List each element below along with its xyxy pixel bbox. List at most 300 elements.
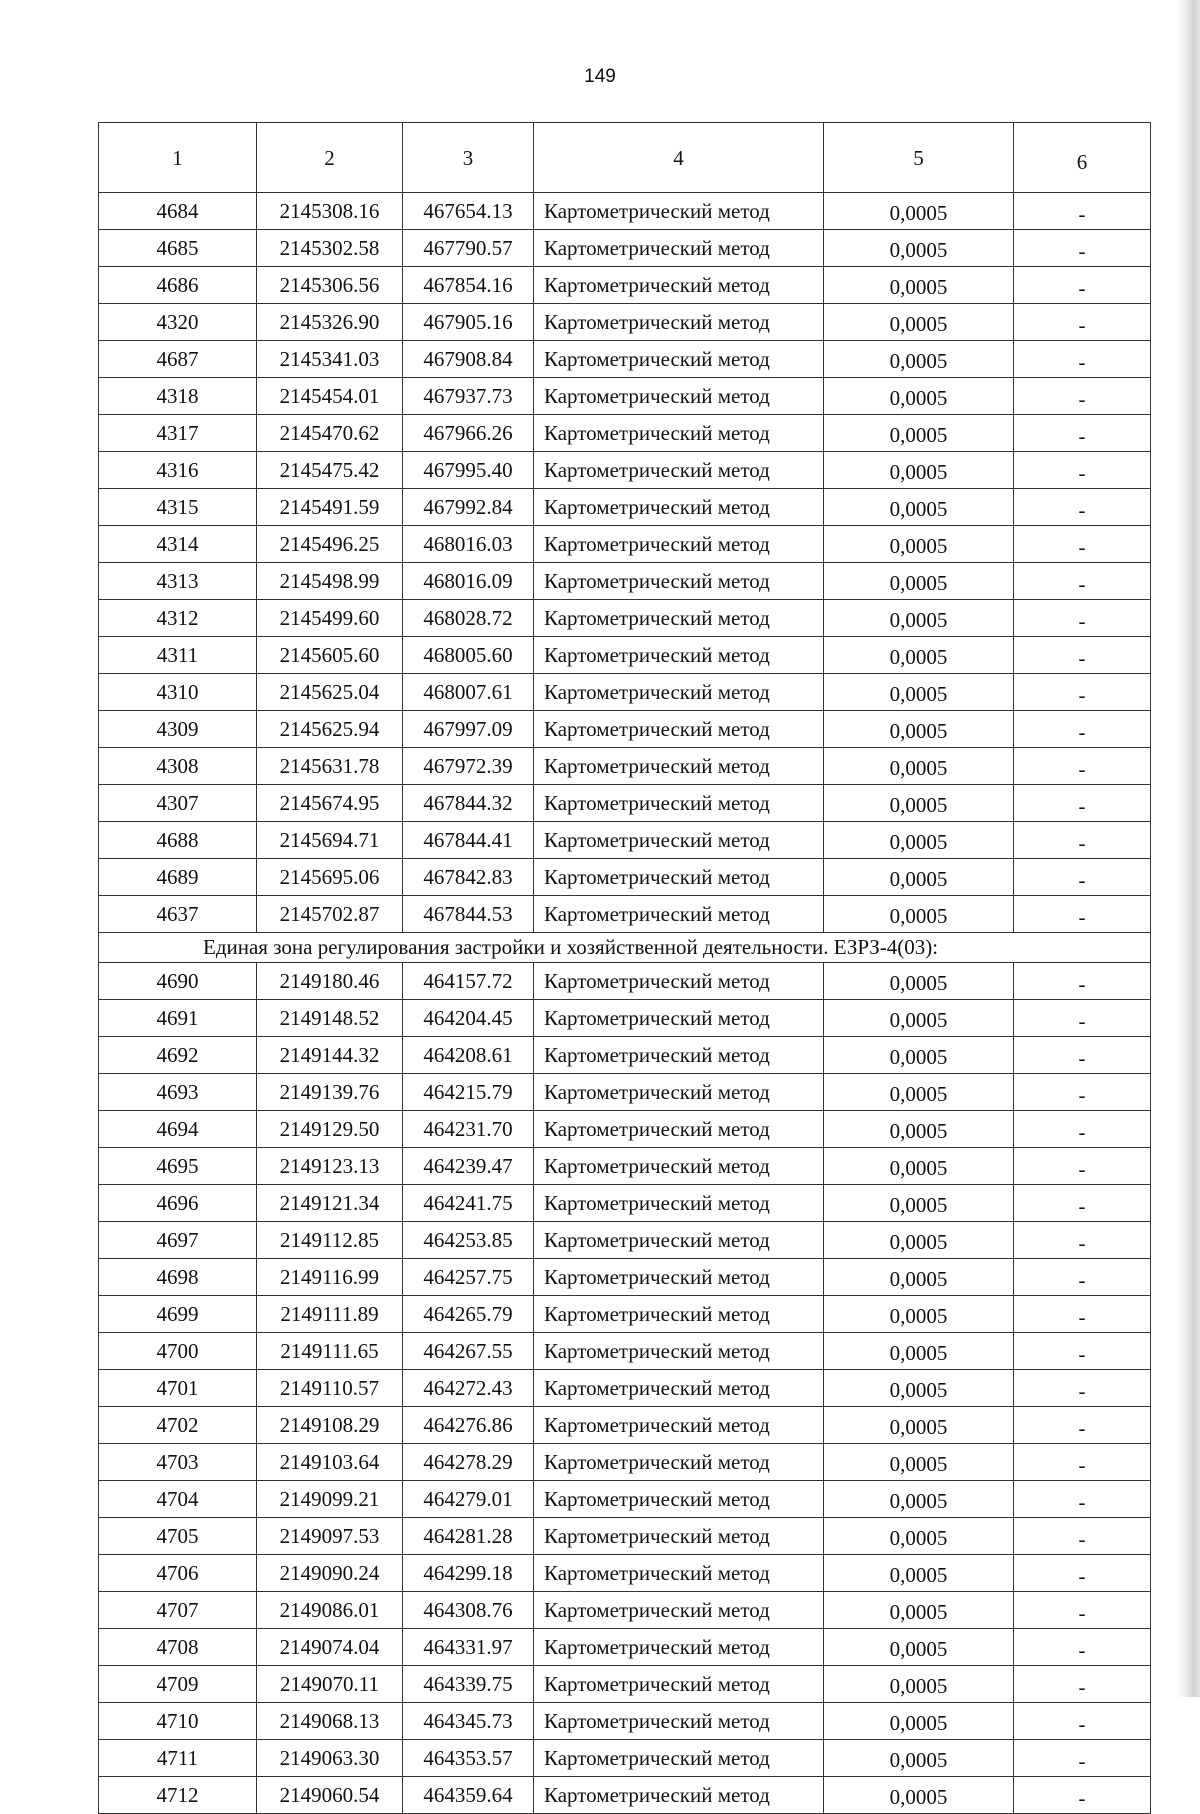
point-number-cell: 4689 bbox=[99, 859, 257, 896]
y-coordinate-cell: 464253.85 bbox=[403, 1222, 534, 1259]
y-coordinate-cell: 468007.61 bbox=[403, 674, 534, 711]
x-coordinate-cell: 2145491.59 bbox=[257, 489, 403, 526]
method-cell: Картометрический метод bbox=[534, 1333, 824, 1370]
note-cell: - bbox=[1014, 637, 1151, 674]
table-row bbox=[99, 1370, 1151, 1407]
accuracy-cell: 0,0005 bbox=[824, 1370, 1014, 1407]
table-header bbox=[99, 123, 1151, 193]
note-cell: - bbox=[1014, 415, 1151, 452]
method-cell: Картометрический метод bbox=[534, 1444, 824, 1481]
method-cell: Картометрический метод bbox=[534, 341, 824, 378]
note-cell: - bbox=[1014, 748, 1151, 785]
x-coordinate-cell: 2149068.13 bbox=[257, 1703, 403, 1740]
note-cell: - bbox=[1014, 1592, 1151, 1629]
y-coordinate-cell: 464239.47 bbox=[403, 1148, 534, 1185]
x-coordinate-cell: 2145625.04 bbox=[257, 674, 403, 711]
note-cell: - bbox=[1014, 963, 1151, 1000]
accuracy-cell: 0,0005 bbox=[824, 193, 1014, 230]
x-coordinate-cell: 2145302.58 bbox=[257, 230, 403, 267]
header-col-5: 5 bbox=[824, 123, 1014, 193]
table-row bbox=[99, 674, 1151, 711]
accuracy-cell: 0,0005 bbox=[824, 1592, 1014, 1629]
accuracy-cell: 0,0005 bbox=[824, 489, 1014, 526]
note-cell: - bbox=[1014, 267, 1151, 304]
note-cell: - bbox=[1014, 489, 1151, 526]
method-cell: Картометрический метод bbox=[534, 859, 824, 896]
y-coordinate-cell: 464208.61 bbox=[403, 1037, 534, 1074]
method-cell: Картометрический метод bbox=[534, 896, 824, 933]
x-coordinate-cell: 2145694.71 bbox=[257, 822, 403, 859]
note-cell: - bbox=[1014, 1000, 1151, 1037]
table-row bbox=[99, 637, 1151, 674]
accuracy-cell: 0,0005 bbox=[824, 674, 1014, 711]
y-coordinate-cell: 467654.13 bbox=[403, 193, 534, 230]
accuracy-cell: 0,0005 bbox=[824, 1481, 1014, 1518]
point-number-cell: 4712 bbox=[99, 1777, 257, 1814]
point-number-cell: 4707 bbox=[99, 1592, 257, 1629]
x-coordinate-cell: 2145498.99 bbox=[257, 563, 403, 600]
table-row bbox=[99, 1074, 1151, 1111]
scan-edge-shadow bbox=[1178, 0, 1200, 1697]
note-cell: - bbox=[1014, 1777, 1151, 1814]
header-col-3: 3 bbox=[403, 123, 534, 193]
method-cell: Картометрический метод bbox=[534, 304, 824, 341]
point-number-cell: 4710 bbox=[99, 1703, 257, 1740]
header-col-1: 1 bbox=[99, 123, 257, 193]
note-cell: - bbox=[1014, 1555, 1151, 1592]
y-coordinate-cell: 468028.72 bbox=[403, 600, 534, 637]
note-cell: - bbox=[1014, 1407, 1151, 1444]
accuracy-cell: 0,0005 bbox=[824, 341, 1014, 378]
accuracy-cell: 0,0005 bbox=[824, 1703, 1014, 1740]
point-number-cell: 4309 bbox=[99, 711, 257, 748]
point-number-cell: 4687 bbox=[99, 341, 257, 378]
x-coordinate-cell: 2145308.16 bbox=[257, 193, 403, 230]
y-coordinate-cell: 464257.75 bbox=[403, 1259, 534, 1296]
point-number-cell: 4708 bbox=[99, 1629, 257, 1666]
method-cell: Картометрический метод bbox=[534, 822, 824, 859]
method-cell: Картометрический метод bbox=[534, 674, 824, 711]
method-cell: Картометрический метод bbox=[534, 1185, 824, 1222]
section-heading-row bbox=[99, 933, 1151, 963]
method-cell: Картометрический метод bbox=[534, 748, 824, 785]
y-coordinate-cell: 464308.76 bbox=[403, 1592, 534, 1629]
table-row bbox=[99, 1444, 1151, 1481]
note-cell: - bbox=[1014, 341, 1151, 378]
point-number-cell: 4307 bbox=[99, 785, 257, 822]
point-number-cell: 4705 bbox=[99, 1518, 257, 1555]
point-number-cell: 4317 bbox=[99, 415, 257, 452]
point-number-cell: 4704 bbox=[99, 1481, 257, 1518]
accuracy-cell: 0,0005 bbox=[824, 1740, 1014, 1777]
x-coordinate-cell: 2149074.04 bbox=[257, 1629, 403, 1666]
accuracy-cell: 0,0005 bbox=[824, 378, 1014, 415]
point-number-cell: 4698 bbox=[99, 1259, 257, 1296]
method-cell: Картометрический метод bbox=[534, 1518, 824, 1555]
accuracy-cell: 0,0005 bbox=[824, 1222, 1014, 1259]
method-cell: Картометрический метод bbox=[534, 193, 824, 230]
point-number-cell: 4690 bbox=[99, 963, 257, 1000]
method-cell: Картометрический метод bbox=[534, 963, 824, 1000]
point-number-cell: 4313 bbox=[99, 563, 257, 600]
header-col-2: 2 bbox=[257, 123, 403, 193]
table-row bbox=[99, 452, 1151, 489]
table-row bbox=[99, 415, 1151, 452]
y-coordinate-cell: 464281.28 bbox=[403, 1518, 534, 1555]
point-number-cell: 4697 bbox=[99, 1222, 257, 1259]
point-number-cell: 4314 bbox=[99, 526, 257, 563]
note-cell: - bbox=[1014, 1703, 1151, 1740]
y-coordinate-cell: 468016.03 bbox=[403, 526, 534, 563]
note-cell: - bbox=[1014, 1481, 1151, 1518]
table-row bbox=[99, 563, 1151, 600]
table-row bbox=[99, 1407, 1151, 1444]
table-row bbox=[99, 526, 1151, 563]
method-cell: Картометрический метод bbox=[534, 1703, 824, 1740]
accuracy-cell: 0,0005 bbox=[824, 748, 1014, 785]
table-row bbox=[99, 1037, 1151, 1074]
accuracy-cell: 0,0005 bbox=[824, 896, 1014, 933]
note-cell: - bbox=[1014, 1148, 1151, 1185]
accuracy-cell: 0,0005 bbox=[824, 1296, 1014, 1333]
point-number-cell: 4694 bbox=[99, 1111, 257, 1148]
y-coordinate-cell: 467992.84 bbox=[403, 489, 534, 526]
x-coordinate-cell: 2149108.29 bbox=[257, 1407, 403, 1444]
x-coordinate-cell: 2145702.87 bbox=[257, 896, 403, 933]
y-coordinate-cell: 464231.70 bbox=[403, 1111, 534, 1148]
x-coordinate-cell: 2149123.13 bbox=[257, 1148, 403, 1185]
method-cell: Картометрический метод bbox=[534, 1074, 824, 1111]
method-cell: Картометрический метод bbox=[534, 1666, 824, 1703]
table-row bbox=[99, 785, 1151, 822]
accuracy-cell: 0,0005 bbox=[824, 1333, 1014, 1370]
table-row bbox=[99, 1555, 1151, 1592]
table-row bbox=[99, 1333, 1151, 1370]
y-coordinate-cell: 467842.83 bbox=[403, 859, 534, 896]
x-coordinate-cell: 2145470.62 bbox=[257, 415, 403, 452]
note-cell: - bbox=[1014, 785, 1151, 822]
point-number-cell: 4695 bbox=[99, 1148, 257, 1185]
method-cell: Картометрический метод bbox=[534, 267, 824, 304]
accuracy-cell: 0,0005 bbox=[824, 1407, 1014, 1444]
note-cell: - bbox=[1014, 1444, 1151, 1481]
y-coordinate-cell: 467844.32 bbox=[403, 785, 534, 822]
note-cell: - bbox=[1014, 1185, 1151, 1222]
note-cell: - bbox=[1014, 896, 1151, 933]
table-body bbox=[99, 193, 1151, 1814]
y-coordinate-cell: 464359.64 bbox=[403, 1777, 534, 1814]
method-cell: Картометрический метод bbox=[534, 230, 824, 267]
accuracy-cell: 0,0005 bbox=[824, 1629, 1014, 1666]
table-row bbox=[99, 1000, 1151, 1037]
y-coordinate-cell: 464345.73 bbox=[403, 1703, 534, 1740]
accuracy-cell: 0,0005 bbox=[824, 1777, 1014, 1814]
accuracy-cell: 0,0005 bbox=[824, 1518, 1014, 1555]
point-number-cell: 4312 bbox=[99, 600, 257, 637]
note-cell: - bbox=[1014, 822, 1151, 859]
page-number: 149 bbox=[584, 66, 616, 87]
note-cell: - bbox=[1014, 1518, 1151, 1555]
point-number-cell: 4693 bbox=[99, 1074, 257, 1111]
point-number-cell: 4684 bbox=[99, 193, 257, 230]
point-number-cell: 4688 bbox=[99, 822, 257, 859]
x-coordinate-cell: 2145605.60 bbox=[257, 637, 403, 674]
note-cell: - bbox=[1014, 563, 1151, 600]
note-cell: - bbox=[1014, 1296, 1151, 1333]
point-number-cell: 4316 bbox=[99, 452, 257, 489]
x-coordinate-cell: 2145326.90 bbox=[257, 304, 403, 341]
method-cell: Картометрический метод bbox=[534, 1555, 824, 1592]
x-coordinate-cell: 2145306.56 bbox=[257, 267, 403, 304]
note-cell: - bbox=[1014, 1074, 1151, 1111]
method-cell: Картометрический метод bbox=[534, 526, 824, 563]
accuracy-cell: 0,0005 bbox=[824, 1185, 1014, 1222]
table-row bbox=[99, 1259, 1151, 1296]
accuracy-cell: 0,0005 bbox=[824, 563, 1014, 600]
method-cell: Картометрический метод bbox=[534, 1111, 824, 1148]
method-cell: Картометрический метод bbox=[534, 1740, 824, 1777]
method-cell: Картометрический метод bbox=[534, 637, 824, 674]
accuracy-cell: 0,0005 bbox=[824, 1259, 1014, 1296]
accuracy-cell: 0,0005 bbox=[824, 1444, 1014, 1481]
method-cell: Картометрический метод bbox=[534, 1296, 824, 1333]
x-coordinate-cell: 2149111.65 bbox=[257, 1333, 403, 1370]
y-coordinate-cell: 467972.39 bbox=[403, 748, 534, 785]
table-row bbox=[99, 489, 1151, 526]
x-coordinate-cell: 2149111.89 bbox=[257, 1296, 403, 1333]
method-cell: Картометрический метод bbox=[534, 1037, 824, 1074]
note-cell: - bbox=[1014, 1666, 1151, 1703]
y-coordinate-cell: 467844.53 bbox=[403, 896, 534, 933]
table-row bbox=[99, 1518, 1151, 1555]
point-number-cell: 4706 bbox=[99, 1555, 257, 1592]
table-row bbox=[99, 600, 1151, 637]
accuracy-cell: 0,0005 bbox=[824, 822, 1014, 859]
x-coordinate-cell: 2145674.95 bbox=[257, 785, 403, 822]
note-cell: - bbox=[1014, 1333, 1151, 1370]
note-cell: - bbox=[1014, 193, 1151, 230]
method-cell: Картометрический метод bbox=[534, 452, 824, 489]
table-row bbox=[99, 1148, 1151, 1185]
y-coordinate-cell: 467790.57 bbox=[403, 230, 534, 267]
x-coordinate-cell: 2149103.64 bbox=[257, 1444, 403, 1481]
x-coordinate-cell: 2149144.32 bbox=[257, 1037, 403, 1074]
accuracy-cell: 0,0005 bbox=[824, 304, 1014, 341]
x-coordinate-cell: 2149148.52 bbox=[257, 1000, 403, 1037]
y-coordinate-cell: 464272.43 bbox=[403, 1370, 534, 1407]
x-coordinate-cell: 2145496.25 bbox=[257, 526, 403, 563]
point-number-cell: 4318 bbox=[99, 378, 257, 415]
table-row bbox=[99, 1296, 1151, 1333]
accuracy-cell: 0,0005 bbox=[824, 600, 1014, 637]
y-coordinate-cell: 467995.40 bbox=[403, 452, 534, 489]
header-row bbox=[99, 123, 1151, 193]
table-row bbox=[99, 304, 1151, 341]
x-coordinate-cell: 2145695.06 bbox=[257, 859, 403, 896]
accuracy-cell: 0,0005 bbox=[824, 1555, 1014, 1592]
point-number-cell: 4703 bbox=[99, 1444, 257, 1481]
table-row bbox=[99, 1629, 1151, 1666]
y-coordinate-cell: 464276.86 bbox=[403, 1407, 534, 1444]
method-cell: Картометрический метод bbox=[534, 563, 824, 600]
x-coordinate-cell: 2149129.50 bbox=[257, 1111, 403, 1148]
x-coordinate-cell: 2149121.34 bbox=[257, 1185, 403, 1222]
accuracy-cell: 0,0005 bbox=[824, 859, 1014, 896]
x-coordinate-cell: 2149097.53 bbox=[257, 1518, 403, 1555]
method-cell: Картометрический метод bbox=[534, 1370, 824, 1407]
y-coordinate-cell: 464267.55 bbox=[403, 1333, 534, 1370]
x-coordinate-cell: 2149060.54 bbox=[257, 1777, 403, 1814]
note-cell: - bbox=[1014, 1037, 1151, 1074]
table-row bbox=[99, 748, 1151, 785]
accuracy-cell: 0,0005 bbox=[824, 711, 1014, 748]
method-cell: Картометрический метод bbox=[534, 489, 824, 526]
point-number-cell: 4711 bbox=[99, 1740, 257, 1777]
table-row bbox=[99, 1777, 1151, 1814]
y-coordinate-cell: 464204.45 bbox=[403, 1000, 534, 1037]
x-coordinate-cell: 2149070.11 bbox=[257, 1666, 403, 1703]
method-cell: Картометрический метод bbox=[534, 415, 824, 452]
y-coordinate-cell: 464331.97 bbox=[403, 1629, 534, 1666]
x-coordinate-cell: 2149099.21 bbox=[257, 1481, 403, 1518]
table-row bbox=[99, 859, 1151, 896]
point-number-cell: 4308 bbox=[99, 748, 257, 785]
y-coordinate-cell: 464157.72 bbox=[403, 963, 534, 1000]
point-number-cell: 4696 bbox=[99, 1185, 257, 1222]
point-number-cell: 4692 bbox=[99, 1037, 257, 1074]
method-cell: Картометрический метод bbox=[534, 1222, 824, 1259]
x-coordinate-cell: 2145341.03 bbox=[257, 341, 403, 378]
x-coordinate-cell: 2145631.78 bbox=[257, 748, 403, 785]
x-coordinate-cell: 2149090.24 bbox=[257, 1555, 403, 1592]
accuracy-cell: 0,0005 bbox=[824, 1074, 1014, 1111]
accuracy-cell: 0,0005 bbox=[824, 1000, 1014, 1037]
y-coordinate-cell: 464279.01 bbox=[403, 1481, 534, 1518]
x-coordinate-cell: 2149180.46 bbox=[257, 963, 403, 1000]
point-number-cell: 4686 bbox=[99, 267, 257, 304]
table-row bbox=[99, 963, 1151, 1000]
y-coordinate-cell: 464265.79 bbox=[403, 1296, 534, 1333]
accuracy-cell: 0,0005 bbox=[824, 1148, 1014, 1185]
y-coordinate-cell: 467908.84 bbox=[403, 341, 534, 378]
accuracy-cell: 0,0005 bbox=[824, 1037, 1014, 1074]
y-coordinate-cell: 464215.79 bbox=[403, 1074, 534, 1111]
table-row bbox=[99, 1185, 1151, 1222]
method-cell: Картометрический метод bbox=[534, 711, 824, 748]
table-row bbox=[99, 1592, 1151, 1629]
x-coordinate-cell: 2149086.01 bbox=[257, 1592, 403, 1629]
note-cell: - bbox=[1014, 711, 1151, 748]
note-cell: - bbox=[1014, 526, 1151, 563]
method-cell: Картометрический метод bbox=[534, 1629, 824, 1666]
table-row bbox=[99, 267, 1151, 304]
point-number-cell: 4701 bbox=[99, 1370, 257, 1407]
x-coordinate-cell: 2149063.30 bbox=[257, 1740, 403, 1777]
table-row bbox=[99, 1703, 1151, 1740]
method-cell: Картометрический метод bbox=[534, 1777, 824, 1814]
method-cell: Картометрический метод bbox=[534, 1481, 824, 1518]
point-number-cell: 4699 bbox=[99, 1296, 257, 1333]
table-row bbox=[99, 341, 1151, 378]
table-row bbox=[99, 711, 1151, 748]
method-cell: Картометрический метод bbox=[534, 1000, 824, 1037]
y-coordinate-cell: 464278.29 bbox=[403, 1444, 534, 1481]
y-coordinate-cell: 467966.26 bbox=[403, 415, 534, 452]
note-cell: - bbox=[1014, 1629, 1151, 1666]
point-number-cell: 4700 bbox=[99, 1333, 257, 1370]
x-coordinate-cell: 2145475.42 bbox=[257, 452, 403, 489]
table-row bbox=[99, 230, 1151, 267]
header-col-6: 6 bbox=[1014, 123, 1151, 193]
y-coordinate-cell: 467844.41 bbox=[403, 822, 534, 859]
point-number-cell: 4637 bbox=[99, 896, 257, 933]
section-heading: Единая зона регулирования застройки и хозяйственной деятельности. ЕЗРЗ-4(03): bbox=[99, 933, 1151, 963]
method-cell: Картометрический метод bbox=[534, 785, 824, 822]
x-coordinate-cell: 2145454.01 bbox=[257, 378, 403, 415]
accuracy-cell: 0,0005 bbox=[824, 452, 1014, 489]
y-coordinate-cell: 467937.73 bbox=[403, 378, 534, 415]
point-number-cell: 4691 bbox=[99, 1000, 257, 1037]
method-cell: Картометрический метод bbox=[534, 1407, 824, 1444]
note-cell: - bbox=[1014, 452, 1151, 489]
accuracy-cell: 0,0005 bbox=[824, 526, 1014, 563]
note-cell: - bbox=[1014, 1222, 1151, 1259]
point-number-cell: 4702 bbox=[99, 1407, 257, 1444]
y-coordinate-cell: 468016.09 bbox=[403, 563, 534, 600]
note-cell: - bbox=[1014, 600, 1151, 637]
x-coordinate-cell: 2149116.99 bbox=[257, 1259, 403, 1296]
table-row bbox=[99, 896, 1151, 933]
method-cell: Картометрический метод bbox=[534, 378, 824, 415]
note-cell: - bbox=[1014, 1111, 1151, 1148]
table-row bbox=[99, 1481, 1151, 1518]
accuracy-cell: 0,0005 bbox=[824, 267, 1014, 304]
note-cell: - bbox=[1014, 378, 1151, 415]
y-coordinate-cell: 464339.75 bbox=[403, 1666, 534, 1703]
table-row bbox=[99, 378, 1151, 415]
point-number-cell: 4320 bbox=[99, 304, 257, 341]
x-coordinate-cell: 2149139.76 bbox=[257, 1074, 403, 1111]
note-cell: - bbox=[1014, 230, 1151, 267]
accuracy-cell: 0,0005 bbox=[824, 415, 1014, 452]
note-cell: - bbox=[1014, 1259, 1151, 1296]
point-number-cell: 4685 bbox=[99, 230, 257, 267]
note-cell: - bbox=[1014, 1740, 1151, 1777]
table-row bbox=[99, 1111, 1151, 1148]
header-col-4: 4 bbox=[534, 123, 824, 193]
y-coordinate-cell: 464241.75 bbox=[403, 1185, 534, 1222]
x-coordinate-cell: 2149112.85 bbox=[257, 1222, 403, 1259]
table-row bbox=[99, 1222, 1151, 1259]
method-cell: Картометрический метод bbox=[534, 1148, 824, 1185]
point-number-cell: 4315 bbox=[99, 489, 257, 526]
table-row bbox=[99, 1740, 1151, 1777]
y-coordinate-cell: 467854.16 bbox=[403, 267, 534, 304]
y-coordinate-cell: 467997.09 bbox=[403, 711, 534, 748]
method-cell: Картометрический метод bbox=[534, 600, 824, 637]
coordinates-table bbox=[98, 122, 1151, 1814]
accuracy-cell: 0,0005 bbox=[824, 1111, 1014, 1148]
table-row bbox=[99, 193, 1151, 230]
method-cell: Картометрический метод bbox=[534, 1592, 824, 1629]
method-cell: Картометрический метод bbox=[534, 1259, 824, 1296]
y-coordinate-cell: 464353.57 bbox=[403, 1740, 534, 1777]
x-coordinate-cell: 2149110.57 bbox=[257, 1370, 403, 1407]
point-number-cell: 4310 bbox=[99, 674, 257, 711]
accuracy-cell: 0,0005 bbox=[824, 637, 1014, 674]
x-coordinate-cell: 2145499.60 bbox=[257, 600, 403, 637]
accuracy-cell: 0,0005 bbox=[824, 963, 1014, 1000]
